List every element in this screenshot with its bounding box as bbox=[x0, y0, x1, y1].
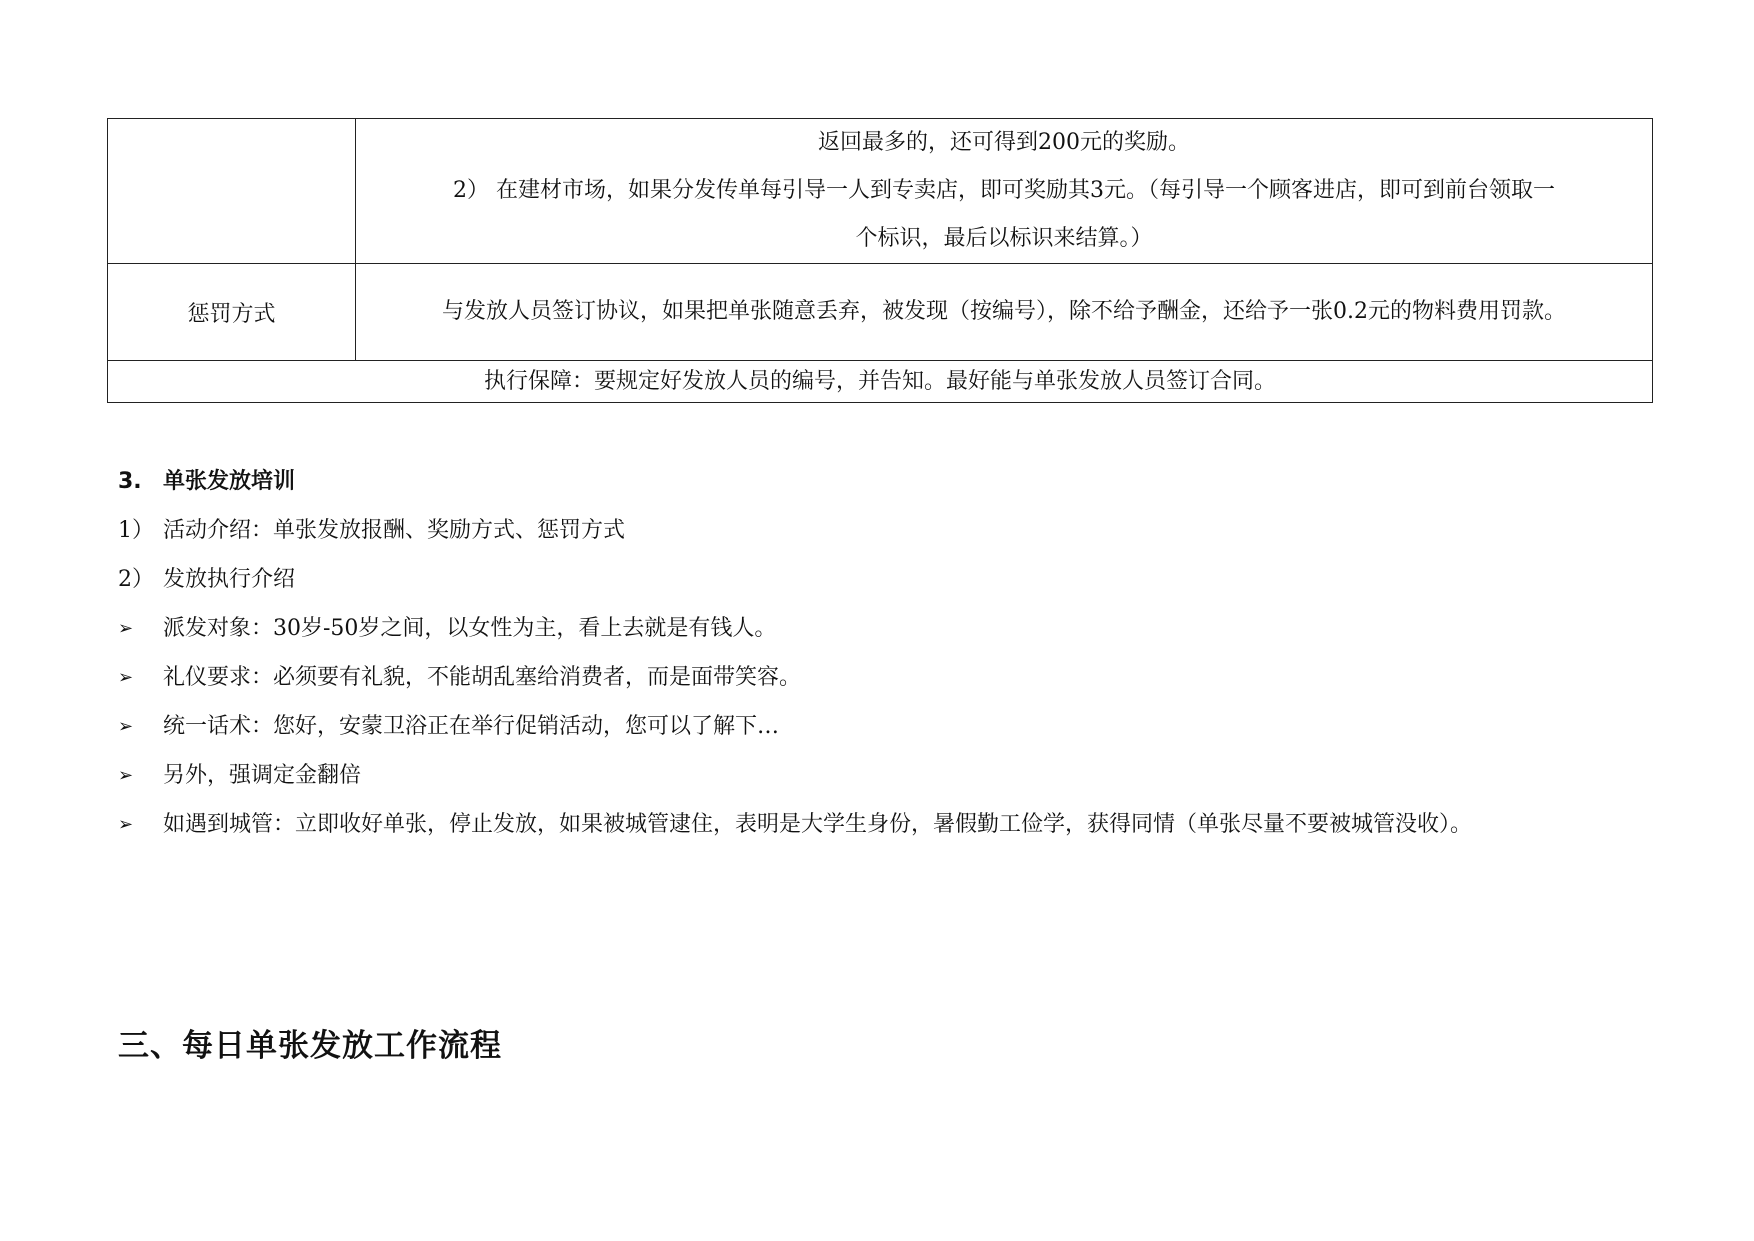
list-item-text: 礼仪要求：必须要有礼貌，不能胡乱塞给消费者，而是面带笑容。 bbox=[163, 665, 802, 690]
reward-line-1: 返回最多的，还可得到200元的奖励。 bbox=[818, 130, 1190, 155]
section-heading: 三、每日单张发放工作流程 bbox=[118, 1028, 502, 1064]
reward-line-3: 个标识，最后以标识来结算。） bbox=[855, 226, 1153, 251]
list-item bbox=[118, 609, 1638, 658]
list-item-text: 统一话术：您好，安蒙卫浴正在举行促销活动，您可以了解下… bbox=[163, 714, 780, 739]
arrow-bullet-icon: ➢ bbox=[118, 716, 134, 737]
list-item bbox=[118, 560, 1638, 609]
reward-line-2: 2） 在建材市场，如果分发传单每引导一人到专卖店，即可奖励其3元。（每引导一个顾客进店，即可到前台领取一 bbox=[453, 178, 1555, 203]
list-item-text: 另外，强调定金翻倍 bbox=[163, 763, 362, 788]
penalty-text: 与发放人员签订协议，如果把单张随意丢弃，被发现（按编号），除不给予酬金，还给予一张0.2元的物料费用罚款。 bbox=[356, 264, 1653, 361]
guarantee-row bbox=[108, 361, 1653, 403]
reward-row bbox=[108, 119, 1653, 264]
reward-label-cell bbox=[108, 119, 356, 264]
list-item bbox=[118, 805, 1638, 854]
reward-content-cell bbox=[356, 119, 1653, 264]
arrow-bullet-icon: ➢ bbox=[118, 765, 134, 786]
list-item-text: 活动介绍：单张发放报酬、奖励方式、惩罚方式 bbox=[163, 518, 626, 543]
list-item-marker: 1） bbox=[118, 518, 154, 543]
plan-table bbox=[107, 118, 1653, 403]
training-heading-number: 3. bbox=[118, 469, 142, 494]
list-item-text: 如遇到城管：立即收好单张，停止发放，如果被城管逮住，表明是大学生身份，暑假勤工俭学，获得同情（单张尽量不要被城管没收）。 bbox=[163, 812, 1473, 837]
training-heading-title: 单张发放培训 bbox=[163, 469, 296, 494]
penalty-label: 惩罚方式 bbox=[108, 264, 356, 361]
list-item-text: 发放执行介绍 bbox=[163, 567, 296, 592]
training-section bbox=[118, 462, 1638, 854]
arrow-bullet-icon: ➢ bbox=[118, 814, 134, 835]
list-item bbox=[118, 707, 1638, 756]
execution-guarantee: 执行保障：要规定好发放人员的编号，并告知。最好能与单张发放人员签订合同。 bbox=[108, 361, 1653, 403]
list-item-marker: 2） bbox=[118, 567, 154, 592]
list-item-text: 派发对象：30岁-50岁之间，以女性为主，看上去就是有钱人。 bbox=[163, 616, 777, 641]
arrow-bullet-icon: ➢ bbox=[118, 618, 134, 639]
list-item bbox=[118, 756, 1638, 805]
penalty-row bbox=[108, 264, 1653, 361]
list-item bbox=[118, 658, 1638, 707]
training-heading bbox=[118, 462, 1638, 511]
arrow-bullet-icon: ➢ bbox=[118, 667, 134, 688]
list-item bbox=[118, 511, 1638, 560]
